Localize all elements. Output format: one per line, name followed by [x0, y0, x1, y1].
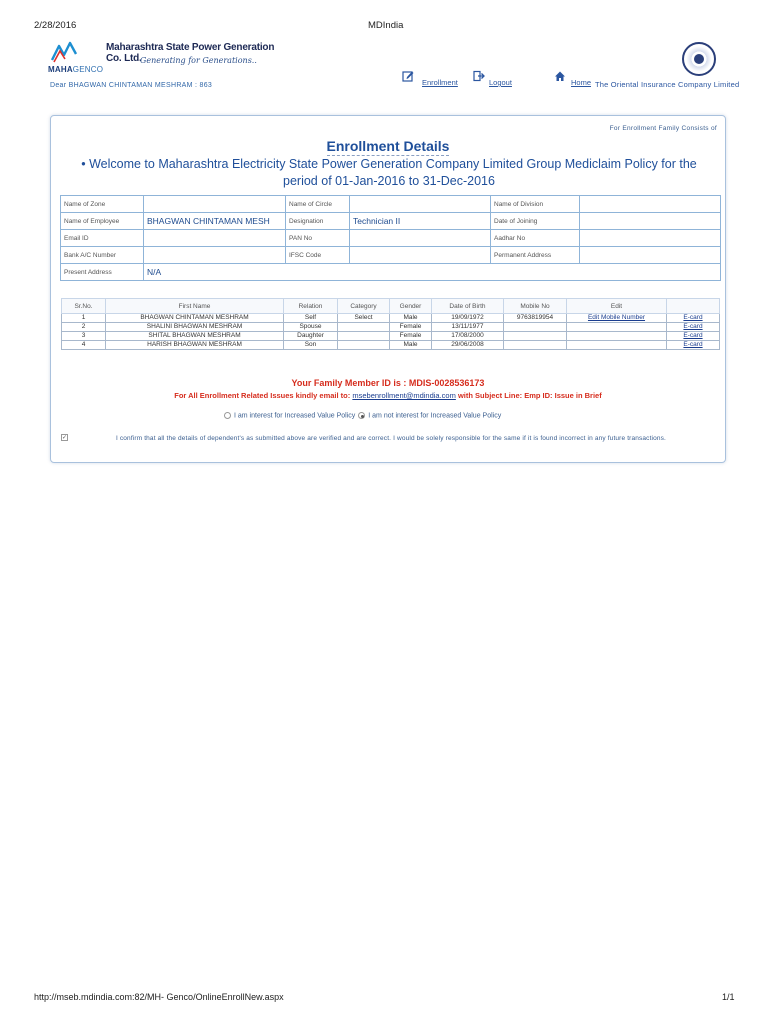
welcome-user-text: Dear BHAGWAN CHINTAMAN MESHRAM : 863	[50, 82, 213, 89]
insurer-emblem-icon	[682, 42, 716, 76]
member-edit	[567, 332, 667, 341]
permanent-address-field[interactable]	[580, 247, 721, 264]
member-dob: 13/11/1977	[432, 323, 504, 332]
col-category: Category	[338, 299, 390, 314]
bank-account-field[interactable]	[144, 247, 286, 264]
support-email-notice: For All Enrollment Related Issues kindly email to: msebenrollment@mdindia.com with Subject Line: Emp ID: Issue in Brief	[174, 391, 602, 400]
member-sr: 4	[62, 341, 106, 350]
col-sr-no: Sr.No.	[62, 299, 106, 314]
col-gender: Gender	[390, 299, 432, 314]
ecard-link[interactable]: E-card	[667, 332, 720, 341]
logo-mark-icon	[50, 40, 86, 64]
enrollment-card	[50, 115, 726, 463]
member-mobile	[504, 341, 567, 350]
col-edit: Edit	[567, 299, 667, 314]
nav-enrollment-link[interactable]: Enrollment	[422, 78, 458, 87]
table-row	[62, 323, 720, 332]
col-ecard	[667, 299, 720, 314]
division-field[interactable]	[580, 196, 721, 213]
table-row	[62, 341, 720, 350]
page-title: Enrollment Details	[326, 138, 450, 154]
family-member-id: Your Family Member ID is : MDIS-0028536173	[291, 378, 485, 388]
member-name: BHAGWAN CHINTAMAN MESHRAM	[106, 314, 284, 323]
mahagenco-logo[interactable]	[48, 40, 288, 80]
designation-field[interactable]: Technician II	[350, 213, 491, 230]
logo-text: MAHAGENCO	[48, 65, 104, 74]
ifsc-label: IFSC Code	[286, 247, 350, 264]
email-field[interactable]	[144, 230, 286, 247]
division-label: Name of Division	[491, 196, 580, 213]
ecard-link[interactable]: E-card	[667, 314, 720, 323]
email-label: Email ID	[61, 230, 144, 247]
member-relation: Son	[284, 341, 338, 350]
zone-field[interactable]	[144, 196, 286, 213]
confirm-checkbox[interactable]: ✓	[62, 435, 68, 441]
member-relation: Self	[284, 314, 338, 323]
zone-label: Name of Zone	[61, 196, 144, 213]
col-mobile: Mobile No	[504, 299, 567, 314]
welcome-policy-text: • Welcome to Maharashtra Electricity State Power Generation Company Limited Group Mediclaim Policy for the period of 01-Jan-2016 to 31-Dec-2016	[81, 157, 697, 188]
print-title: MDIndia	[368, 20, 404, 31]
table-row	[62, 332, 720, 341]
member-category	[338, 341, 390, 350]
site-header	[34, 38, 740, 100]
circle-label: Name of Circle	[286, 196, 350, 213]
joining-date-field[interactable]	[580, 213, 721, 230]
ecard-link[interactable]: E-card	[667, 341, 720, 350]
member-edit	[567, 323, 667, 332]
col-first-name: First Name	[106, 299, 284, 314]
pan-field[interactable]	[350, 230, 491, 247]
present-address-label: Present Address	[61, 264, 144, 281]
ecard-link[interactable]: E-card	[667, 323, 720, 332]
home-icon[interactable]	[554, 70, 566, 82]
member-mobile	[504, 323, 567, 332]
employee-info-table	[60, 195, 721, 281]
employee-name-label: Name of Employee	[61, 213, 144, 230]
ifsc-field[interactable]	[350, 247, 491, 264]
table-row	[62, 314, 720, 323]
not-increased-value-label[interactable]: I am not interest for Increased Value Policy	[368, 412, 502, 420]
support-email-link[interactable]: msebenrollment@mdindia.com	[352, 391, 456, 400]
pan-label: PAN No	[286, 230, 350, 247]
print-header	[0, 14, 768, 31]
family-members-table	[61, 298, 720, 350]
member-category	[338, 323, 390, 332]
member-sr: 1	[62, 314, 106, 323]
print-url: http://mseb.mdindia.com:82/MH- Genco/OnlineEnrollNew.aspx	[34, 992, 284, 1002]
company-name: Maharashtra State Power Generation Co. Ltd.	[106, 42, 275, 64]
present-address-field[interactable]: N/A	[144, 264, 721, 281]
member-relation: Spouse	[284, 323, 338, 332]
member-dob: 29/06/2008	[432, 341, 504, 350]
edit-icon[interactable]	[402, 70, 414, 82]
member-name: SHITAL BHAGWAN MESHRAM	[106, 332, 284, 341]
print-page-number: 1/1	[722, 992, 735, 1002]
policy-choice	[221, 412, 501, 419]
confirmation-row	[61, 434, 721, 444]
insurer-name: The Oriental Insurance Company Limited	[595, 80, 740, 89]
member-category[interactable]: Select	[338, 314, 390, 323]
member-dob: 19/09/1972	[432, 314, 504, 323]
aadhar-label: Aadhar No	[491, 230, 580, 247]
employee-name-field[interactable]: BHAGWAN CHINTAMAN MESH	[144, 213, 286, 230]
family-note: For Enrollment Family Consists of	[609, 125, 717, 132]
member-gender: Male	[390, 341, 432, 350]
permanent-address-label: Permanent Address	[491, 247, 580, 264]
member-sr: 3	[62, 332, 106, 341]
bank-account-label: Bank A/C Number	[61, 247, 144, 264]
aadhar-field[interactable]	[580, 230, 721, 247]
increased-value-label[interactable]: I am interest for Increased Value Policy	[234, 412, 356, 420]
company-tagline: Generating for Generations..	[140, 56, 257, 65]
nav-logout-link[interactable]: Logout	[489, 78, 512, 87]
member-mobile	[504, 332, 567, 341]
nav-home-link[interactable]: Home	[571, 78, 592, 87]
edit-mobile-link[interactable]: Edit Mobile Number	[567, 314, 667, 323]
member-gender: Male	[390, 314, 432, 323]
members-header-row	[62, 299, 720, 314]
increased-value-radio[interactable]	[224, 412, 231, 419]
member-dob: 17/08/2000	[432, 332, 504, 341]
confirmation-text: I confirm that all the details of dependent's as submitted above are verified and are correct. I would be solely responsible for the same if it is found incorrect in any future transactions.	[115, 435, 667, 442]
member-sr: 2	[62, 323, 106, 332]
col-dob: Date of Birth	[432, 299, 504, 314]
circle-field[interactable]	[350, 196, 491, 213]
member-gender: Female	[390, 323, 432, 332]
print-date: 2/28/2016	[34, 20, 77, 31]
member-name: HARISH BHAGWAN MESHRAM	[106, 341, 284, 350]
designation-label: Designation	[286, 213, 350, 230]
member-name: SHALINI BHAGWAN MESHRAM	[106, 323, 284, 332]
col-relation: Relation	[284, 299, 338, 314]
member-mobile: 9763819954	[504, 314, 567, 323]
joining-date-label: Date of Joining	[491, 213, 580, 230]
not-increased-value-radio[interactable]	[358, 412, 365, 419]
member-relation: Daughter	[284, 332, 338, 341]
member-category	[338, 332, 390, 341]
member-edit	[567, 341, 667, 350]
member-gender: Female	[390, 332, 432, 341]
logout-icon[interactable]	[473, 70, 485, 82]
